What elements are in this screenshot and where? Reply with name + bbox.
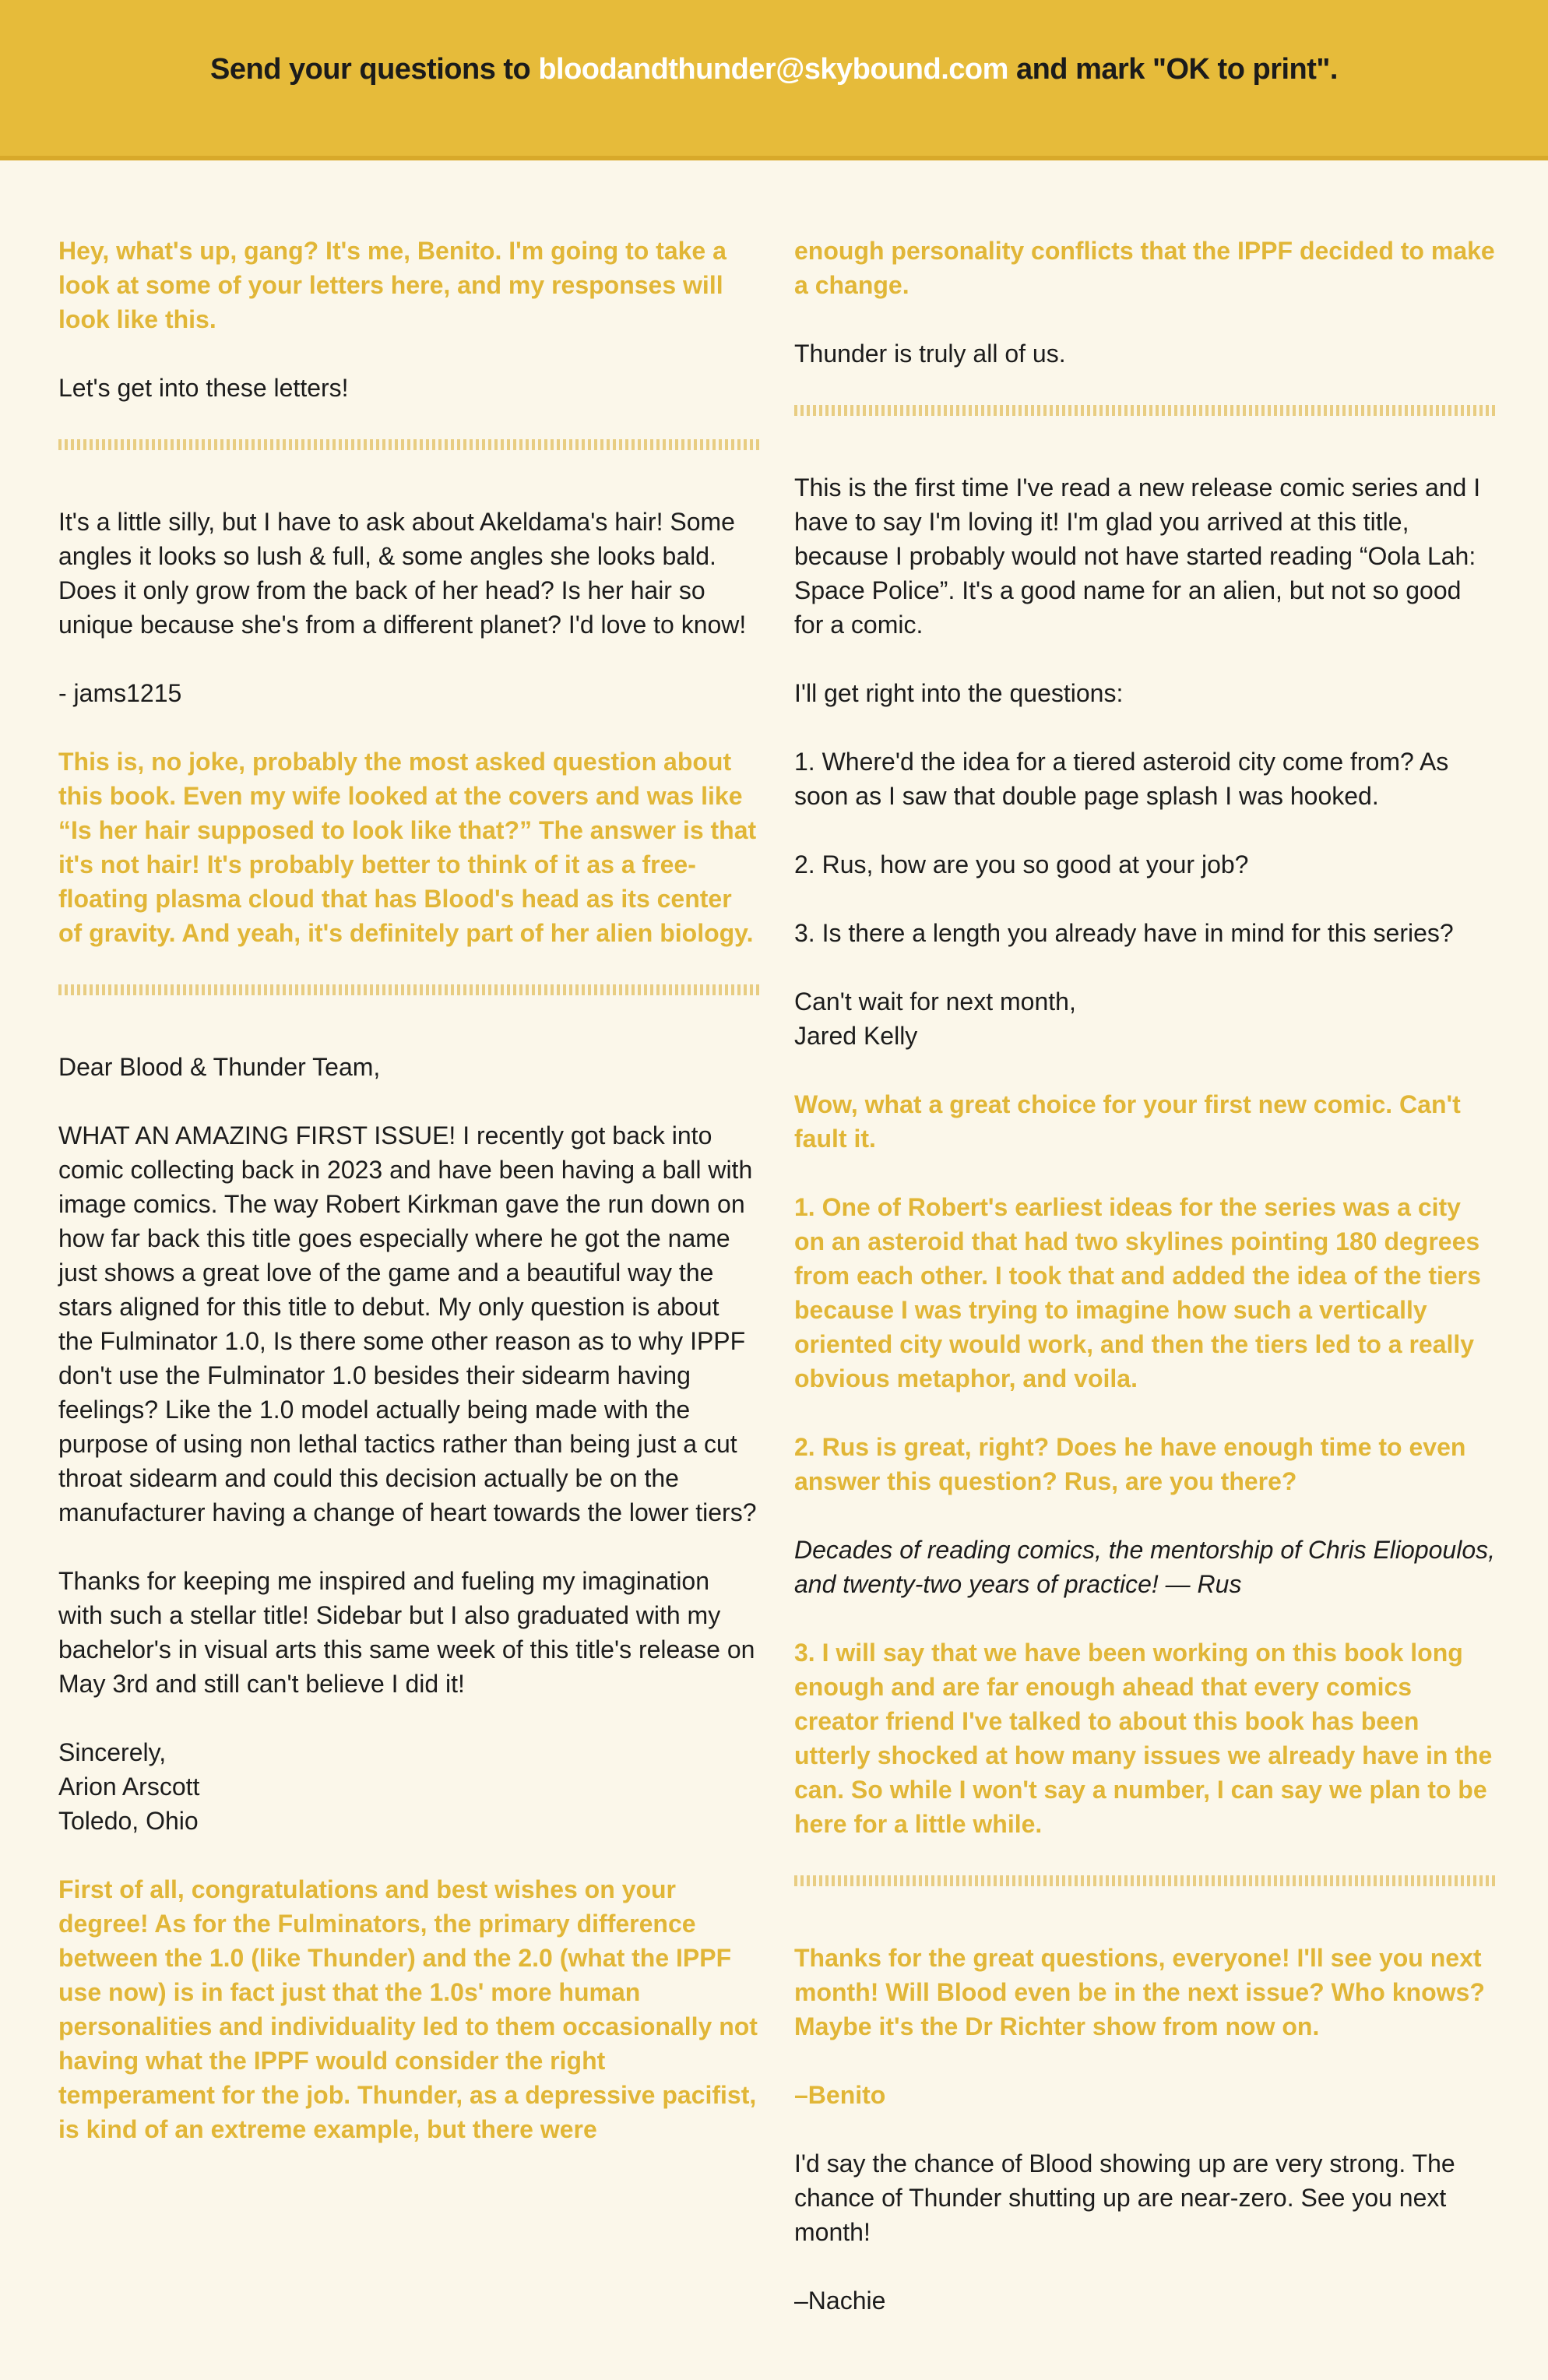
letter2-body: WHAT AN AMAZING FIRST ISSUE! I recently got back into comic collecting back in 2023 and have been having a ball with image comics. The way Robert Kirkman gave the run down on how far back this title goes especially where he got the name just shows a great love of the game and a beautiful way the stars aligned for this title to debut. My only question is about the Fulminator 1.0, Is there some other reason as to why IPPF don't use the Fulminator 1.0 besides their sidearm having feelings? Like the 1.0 model actually being made with the purpose of using non lethal tactics rather than being just a cut throat sidearm and could this decision actually be on the manufacturer having a change of heart towards the lower tiers? bbox=[58, 1121, 757, 1526]
reply3-answer: 1. One of Robert's earliest ideas for the series was a city on an asteroid that had two skylines pointing 180 degrees from each other. I took that and added the idea of the tiers because I was trying to imagine how such a vertically oriented city would work, and then the tiers led to a really obvious metaphor, and voila. bbox=[794, 1193, 1481, 1392]
reply3-answer: 2. Rus is great, right? Does he have enough time to even answer this question? Rus, are you there? bbox=[794, 1433, 1466, 1495]
reply3-intro: Wow, what a great choice for your first new comic. Can't fault it. bbox=[794, 1090, 1461, 1153]
letter3-question: 2. Rus, how are you so good at your job? bbox=[794, 850, 1249, 878]
letter3-question: 3. Is there a length you already have in mind for this series? bbox=[794, 919, 1454, 947]
section-divider bbox=[58, 439, 759, 450]
letter2-reply: First of all, congratulations and best wishes on your degree! As for the Fulminators, the primary difference between the 1.0 (like Thunder) and the 2.0 (what the IPPF use now) is in fact just that the 1.0s' more human personalities and individuality led to them occasionally not having what the IPPF would consider the right temperament for the job. Thunder, as a depressive pacifist, is kind of an extreme example, but there were bbox=[58, 1875, 758, 2143]
thunder-line: Thunder is truly all of us. bbox=[794, 340, 1066, 368]
signoff-line: Can't wait for next month, bbox=[794, 988, 1076, 1016]
closing-signature: –Benito bbox=[794, 2081, 886, 2109]
intro-reply: Hey, what's up, gang? It's me, Benito. I'm going to take a look at some of your letters here, and my responses will look like this. bbox=[58, 237, 727, 333]
section-divider bbox=[794, 405, 1495, 416]
letter3-signature bbox=[794, 984, 1495, 1053]
letter2-body: Thanks for keeping me inspired and fueling my imagination with such a stellar title! Sidebar but I also graduated with my bachelor's in visual arts this same week of this title's release on May 3rd and still can't believe I did it! bbox=[58, 1567, 755, 1698]
letter2-greeting: Dear Blood & Thunder Team, bbox=[58, 1053, 381, 1081]
letter1-body: It's a little silly, but I have to ask about Akeldama's hair! Some angles it looks so lush & full, & some angles she looks bald. Does it only grow from the back of her head? Is her hair so unique because she's from a different planet? I'd love to know! bbox=[58, 508, 747, 639]
header-banner bbox=[0, 0, 1548, 160]
nachie-signature: –Nachie bbox=[794, 2287, 886, 2315]
signoff-name: Jared Kelly bbox=[794, 1022, 918, 1050]
signoff-name: Arion Arscott bbox=[58, 1773, 200, 1801]
letter3-body: This is the first time I've read a new release comic series and I have to say I'm loving it! I'm glad you arrived at this title, because I probably would not have started reading “Oola Lah: Space Police”. It's a good name for an alien, but not so good for a comic. bbox=[794, 474, 1481, 639]
nachie-message: I'd say the chance of Blood showing up are very strong. The chance of Thunder shutting up are near-zero. See you next month! bbox=[794, 2149, 1455, 2246]
email-link[interactable]: bloodandthunder@skybound.com bbox=[538, 53, 1008, 86]
rus-answer: Decades of reading comics, the mentorship of Chris Eliopoulos, and twenty-two years of practice! — Rus bbox=[794, 1536, 1495, 1598]
intro-line: Let's get into these letters! bbox=[58, 374, 349, 402]
letter1-signature: - jams1215 bbox=[58, 679, 182, 707]
section-divider bbox=[794, 1875, 1495, 1886]
letter2-signature bbox=[58, 1735, 759, 1838]
letter3-questions-intro: I'll get right into the questions: bbox=[794, 679, 1124, 707]
right-column bbox=[794, 234, 1495, 2352]
header-prefix: Send your questions to bbox=[210, 53, 539, 86]
letter1-reply: This is, no joke, probably the most asked question about this book. Even my wife looked at the covers and was like “Is her hair supposed to look like that?” The answer is that it's not hair! It's probably better to think of it as a free-floating plasma cloud that has Blood's head as its center of gravity. And yeah, it's definitely part of her alien biology. bbox=[58, 748, 757, 947]
letter3-question: 1. Where'd the idea for a tiered asteroid city come from? As soon as I saw that double page splash I was hooked. bbox=[794, 748, 1449, 810]
reply-continued: enough personality conflicts that the IPPF decided to make a change. bbox=[794, 237, 1495, 299]
closing-message: Thanks for the great questions, everyone! I'll see you next month! Will Blood even be in the next issue? Who knows? Maybe it's the Dr Richter show from now on. bbox=[794, 1944, 1485, 2040]
section-divider bbox=[58, 984, 759, 995]
signoff-line: Sincerely, bbox=[58, 1738, 167, 1766]
left-column bbox=[58, 234, 759, 2146]
submission-instructions bbox=[0, 53, 1548, 86]
signoff-location: Toledo, Ohio bbox=[58, 1807, 199, 1835]
reply3-answer: 3. I will say that we have been working on this book long enough and are far enough ahead that every comics creator friend I've talked to about this book has been utterly shocked at how many issues we already have in the can. So while I won't say a number, I can say we plan to be here for a little while. bbox=[794, 1639, 1493, 1838]
header-suffix: and mark "OK to print". bbox=[1008, 53, 1338, 86]
